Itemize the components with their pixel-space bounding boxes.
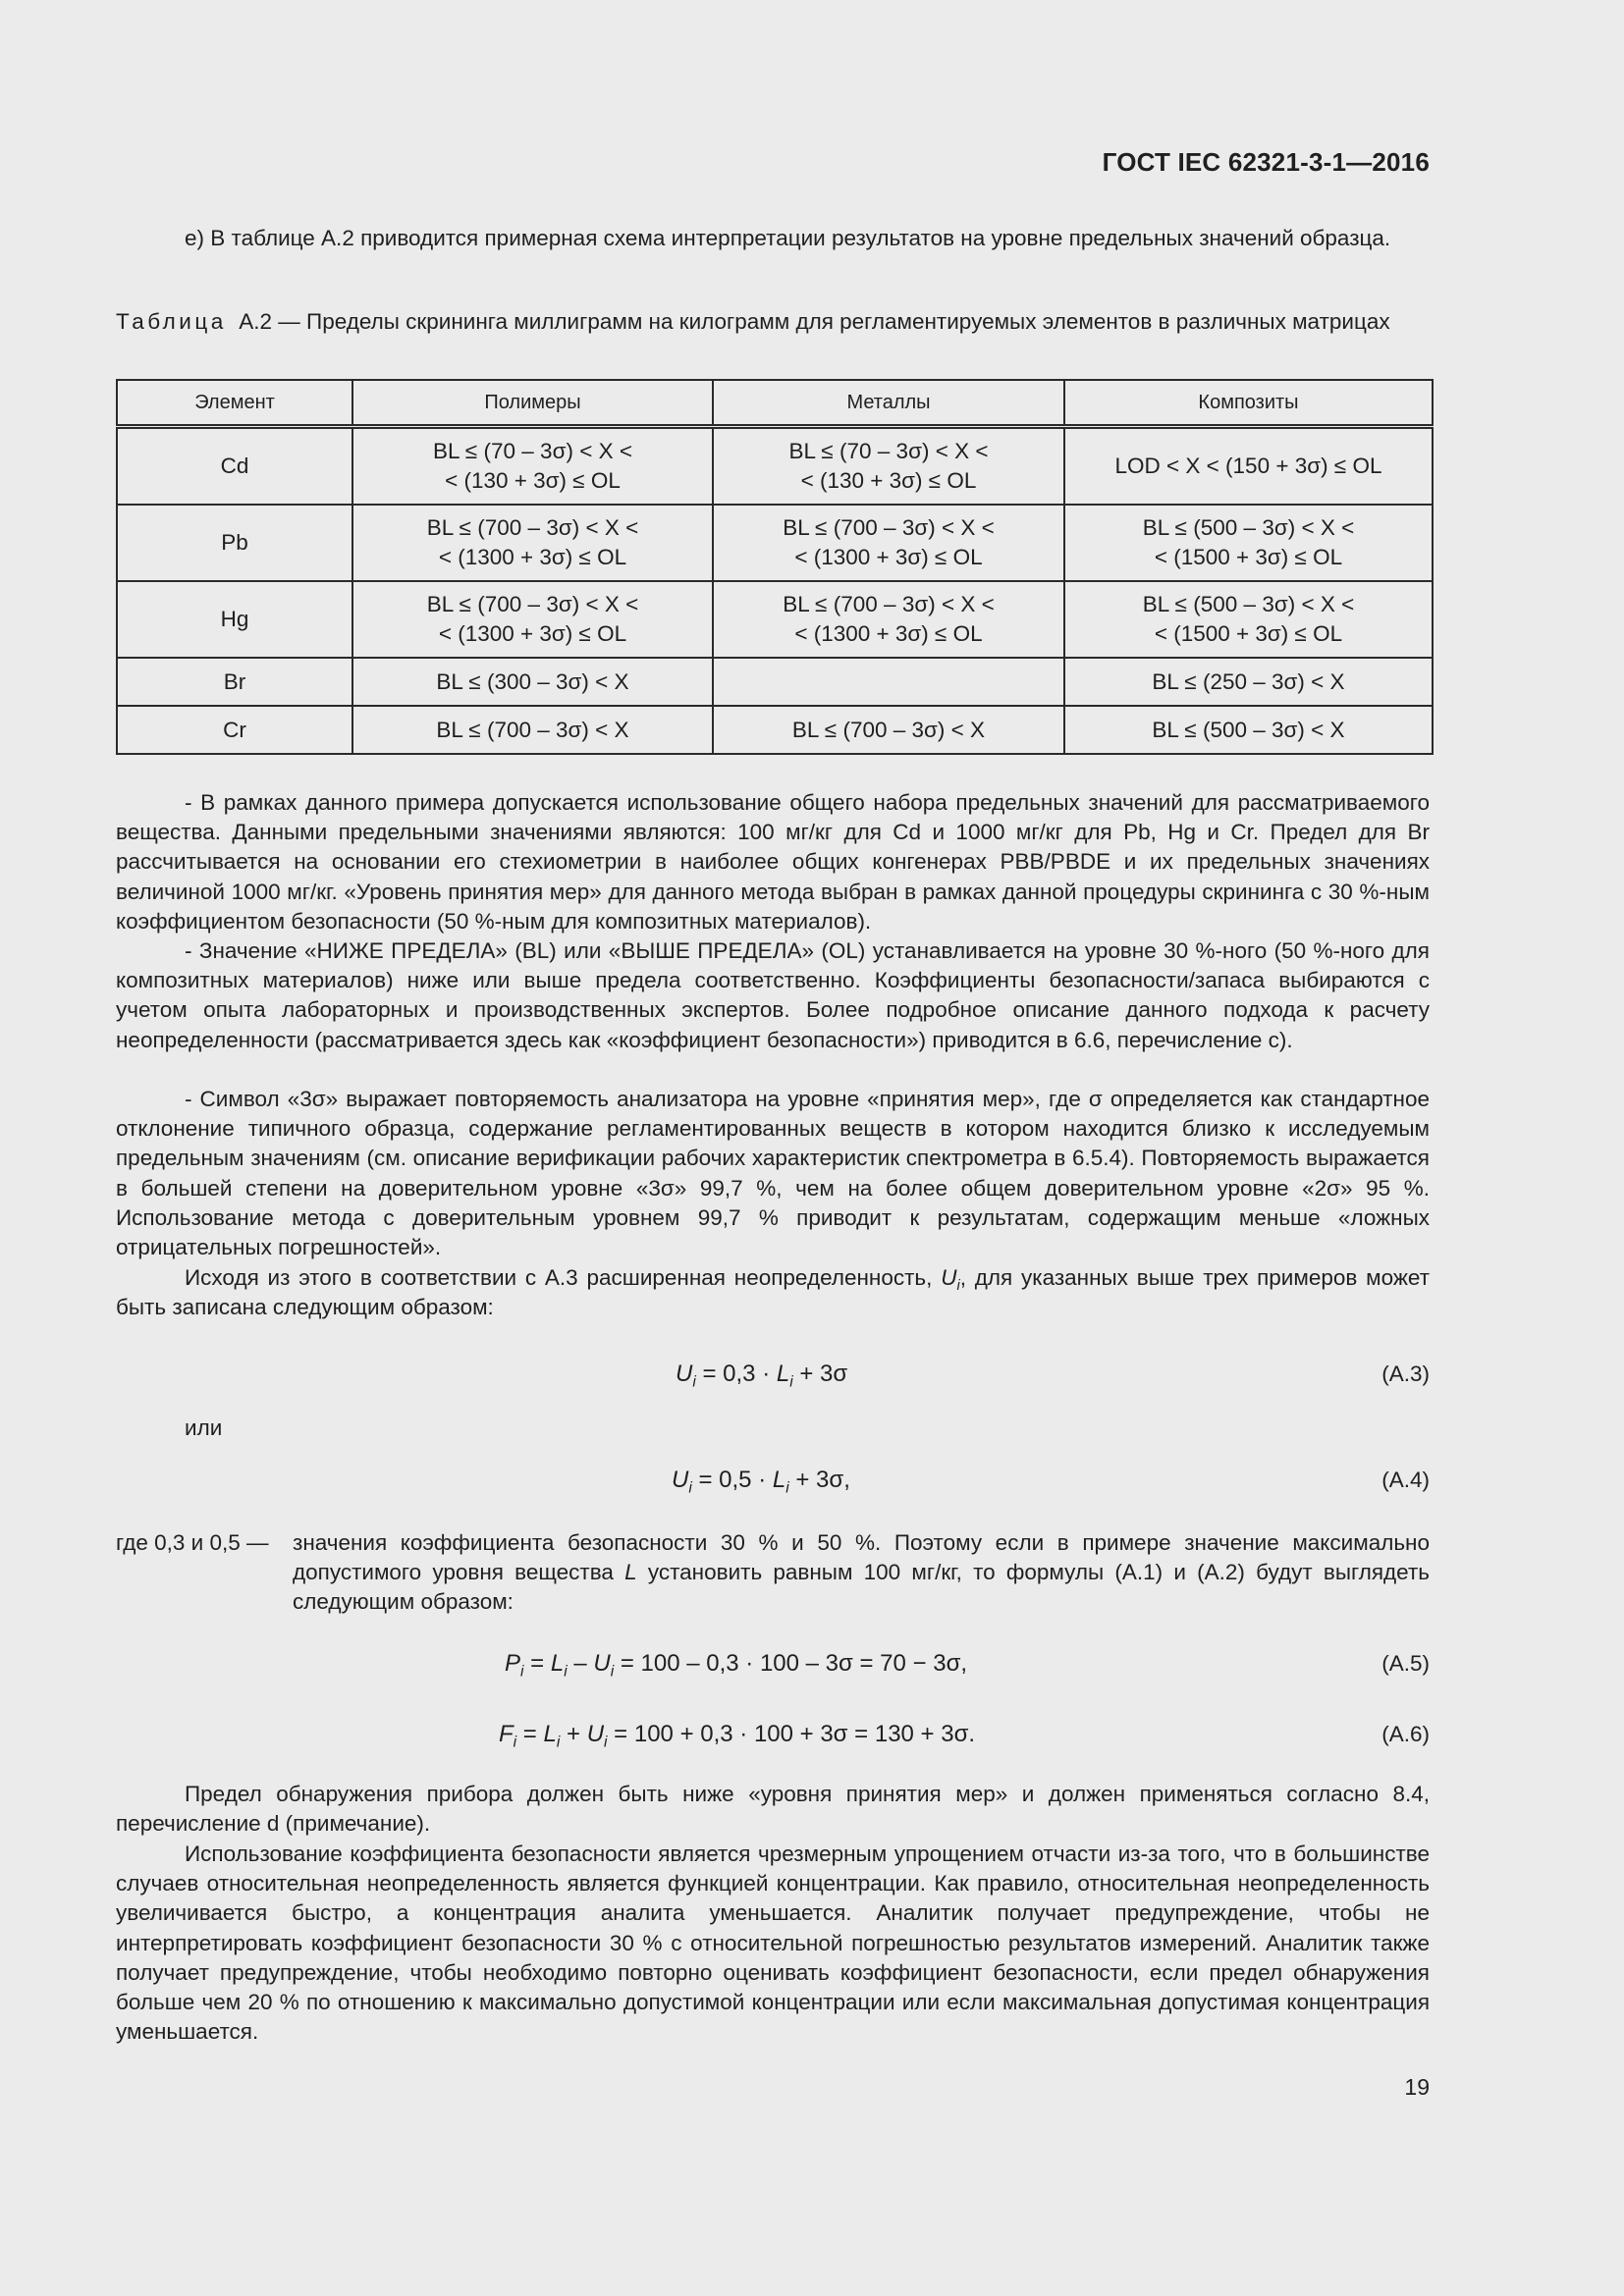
header-metals: Металлы (713, 380, 1064, 427)
where-text: значения коэффициента безопасности 30 % и 50 %. Поэтому если в примере значение максимально допустимого уровня вещества L установить равным 100 мг/кг, то формулы (А.1) и (А.2) будут выглядеть следующим образом: (293, 1530, 1430, 1615)
limits-table (116, 379, 1434, 755)
formula-a6: $F_i = L_i + U_i = 100 + 0,3 \cdot 100 + 3\sigma = 130 + 3\sigma$. (А.6) (116, 1718, 1430, 1751)
cell-composites: BL ≤ (500 – 3σ) < X (1064, 706, 1433, 754)
formula-number: (А.4) (1381, 1468, 1430, 1492)
cell-polymers: BL ≤ (300 – 3σ) < X (352, 658, 713, 706)
cell-composites: LOD < X < (150 + 3σ) ≤ OL (1064, 427, 1433, 506)
cell-element: Cd (117, 427, 352, 506)
cell-metals (713, 658, 1064, 706)
or-word: или (185, 1415, 223, 1440)
formula-number: (А.3) (1381, 1362, 1430, 1386)
cell-polymers: BL ≤ (70 – 3σ) < X < < (130 + 3σ) ≤ OL (352, 427, 713, 506)
cell-polymers: BL ≤ (700 – 3σ) < X (352, 706, 713, 754)
cell-polymers: BL ≤ (700 – 3σ) < X < < (1300 + 3σ) ≤ OL (352, 505, 713, 581)
cell-metals: BL ≤ (70 – 3σ) < X < < (130 + 3σ) ≤ OL (713, 427, 1064, 506)
formula-a3: $U_i = 0,3 \cdot L_i + 3\sigma$ (А.3) (116, 1358, 1430, 1391)
cell-metals: BL ≤ (700 – 3σ) < X (713, 706, 1064, 754)
paragraph-detection-limit: Предел обнаружения прибора должен быть ниже «уровня принятия мер» и должен применяться согласно 8.4, перечисление d (примечание). (116, 1782, 1430, 1837)
table-row (117, 427, 1433, 506)
formula-number: (А.5) (1381, 1651, 1430, 1676)
table-row (117, 581, 1433, 658)
cell-polymers: BL ≤ (700 – 3σ) < X < < (1300 + 3σ) ≤ OL (352, 581, 713, 658)
table-row (117, 505, 1433, 581)
table-caption-label: Таблица (116, 309, 227, 334)
cell-element: Hg (117, 581, 352, 658)
paragraph-3sigma: - Символ «3σ» выражает повторяемость анализатора на уровне «принятия мер», где σ определяется как стандартное отклонение типичного образца, содержание регламентированных веществ в котором находится близко к исследуемым предельным значениям (см. описание верификации рабочих характеристик спектрометра в 6.5.4). Повторяемость выражается в большей степени на доверительном уровне «3σ» 99,7 %, чем на более общем доверительном уровне «2σ» 95 %. Использование метода с доверительным уровнем 99,7 % приводит к результатам, содержащим меньше «ложных отрицательных погрешностей». (116, 1087, 1430, 1260)
table-caption-text: А.2 — Пределы скрининга миллиграмм на килограмм для регламентируемых элементов в различных матрицах (239, 309, 1390, 334)
paragraph-uncertainty: Исходя из этого в соответствии с А.3 расширенная неопределенность, $U_i$, для указанных выше трех примеров может быть записана следующим образом: (116, 1265, 1430, 1320)
header-element: Элемент (117, 380, 352, 427)
paragraph-bl-ol: - Значение «НИЖЕ ПРЕДЕЛА» (BL) или «ВЫШЕ ПРЕДЕЛА» (OL) устанавливается на уровне 30 %-ного (50 %-ного для композитных материалов) ниже или выше предела соответственно. Коэффициенты безопасности/запаса выбираются с учетом опыта лабораторных и производственных экспертов. Более подробное описание данного подхода к расчету неопределенности (рассматривается здесь как «коэффициент безопасности») приводится в 6.6, перечисление с). (116, 938, 1430, 1052)
standard-code: ГОСТ IEC 62321-3-1—2016 (1102, 147, 1430, 177)
formula-number: (А.6) (1381, 1722, 1430, 1746)
cell-composites: BL ≤ (500 – 3σ) < X < < (1500 + 3σ) ≤ OL (1064, 581, 1433, 658)
intro-paragraph: е) В таблице А.2 приводится примерная схема интерпретации результатов на уровне предельных значений образца. (185, 226, 1391, 250)
header-polymers: Полимеры (352, 380, 713, 427)
table-row (117, 706, 1433, 754)
cell-composites: BL ≤ (250 – 3σ) < X (1064, 658, 1433, 706)
where-label: где 0,3 и 0,5 — (116, 1530, 269, 1555)
cell-element: Cr (117, 706, 352, 754)
formula-a5: $P_i = L_i - U_i = 100 - 0,3 \cdot 100 - 3\sigma = 70 - 3\sigma$, (А.5) (116, 1647, 1430, 1681)
page-number: 19 (1404, 2074, 1430, 2100)
header-composites: Композиты (1064, 380, 1433, 427)
cell-element: Pb (117, 505, 352, 581)
paragraph-safety-factor: Использование коэффициента безопасности является чрезмерным упрощением отчасти из-за того, что в большинстве случаев относительная неопределенность является функцией концентрации. Как правило, относительная неопределенность увеличивается быстро, а концентрация аналита уменьшается. Аналитик получает предупреждение, чтобы не интерпретировать коэффициент безопасности 30 % с относительной погрешностью результатов измерений. Аналитик также получает предупреждение, чтобы необходимо повторно оценивать коэффициент безопасности, если предел обнаружения больше чем 20 % по отношению к максимально допустимой концентрации или если максимальная допустимая концентрация уменьшается. (116, 1842, 1430, 2045)
table-header-row (117, 380, 1433, 427)
cell-composites: BL ≤ (500 – 3σ) < X < < (1500 + 3σ) ≤ OL (1064, 505, 1433, 581)
formula-a4: $U_i = 0,5 \cdot L_i + 3\sigma$, (А.4) (116, 1464, 1430, 1497)
cell-metals: BL ≤ (700 – 3σ) < X < < (1300 + 3σ) ≤ OL (713, 581, 1064, 658)
cell-element: Br (117, 658, 352, 706)
paragraph-limits: - В рамках данного примера допускается использование общего набора предельных значений для рассматриваемого вещества. Данными предельными значениями являются: 100 мг/кг для Cd и 1000 мг/кг для Pb, Hg и Cr. Предел для Br рассчитывается на основании его стехиометрии в наиболее общих конгенерах PBB/PBDE и их предельных значениях величиной 1000 мг/кг. «Уровень принятия мер» для данного метода выбран в рамках данной процедуры скрининга с 30 %-ным коэффициентом безопасности (50 %-ным для композитных материалов). (116, 790, 1430, 934)
table-caption (116, 307, 1430, 337)
cell-metals: BL ≤ (700 – 3σ) < X < < (1300 + 3σ) ≤ OL (713, 505, 1064, 581)
table-row (117, 658, 1433, 706)
